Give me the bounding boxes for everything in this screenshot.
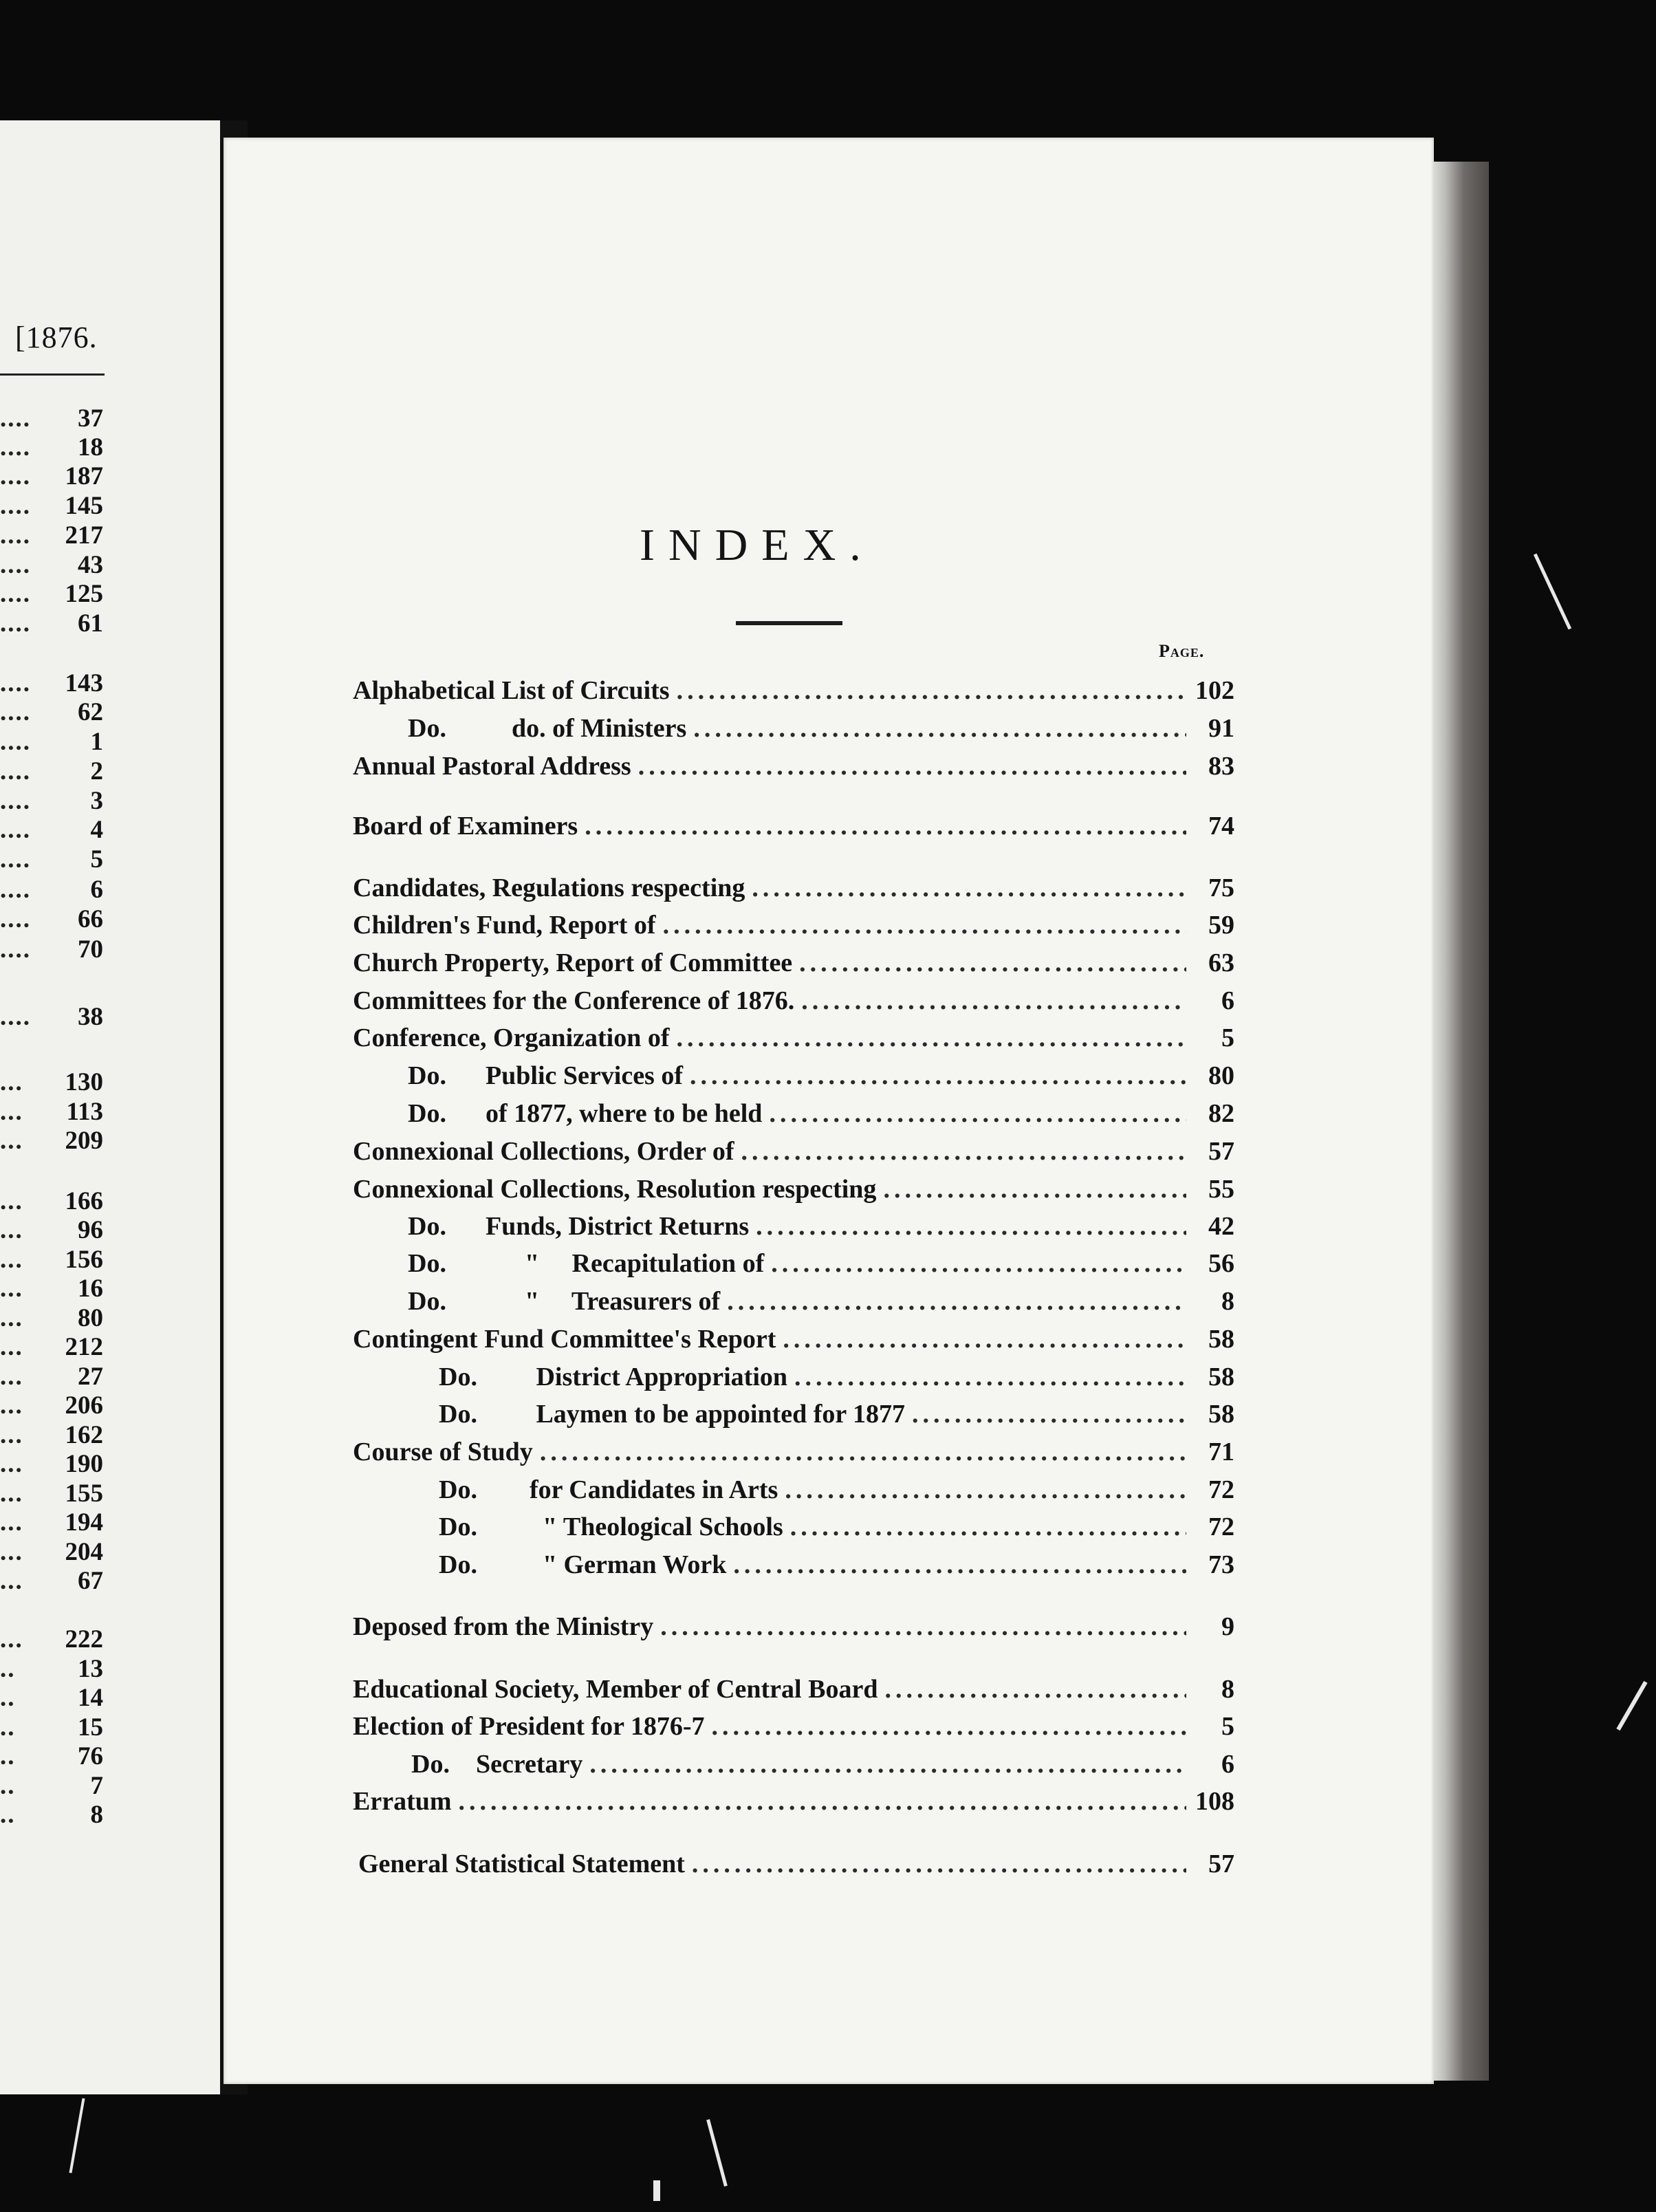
dot-leader: .... <box>0 816 31 844</box>
page-number: 212 <box>65 1333 103 1361</box>
index-entry <box>353 912 1234 938</box>
page-number: 3 <box>90 787 103 815</box>
title-rule <box>736 621 842 625</box>
left-page-entry <box>0 817 103 843</box>
index-entry-text: Board of Examiners <box>353 812 578 841</box>
page-number: 18 <box>78 433 103 462</box>
index-page-number: 71 <box>1208 1438 1234 1466</box>
left-page-entry <box>0 700 103 725</box>
dot-leader <box>752 875 1186 901</box>
left-page-entry <box>0 1715 103 1740</box>
page-number: 145 <box>65 492 103 520</box>
index-page-number: 58 <box>1208 1325 1234 1354</box>
index-page-number: 5 <box>1221 1712 1234 1741</box>
index-entry <box>353 1401 1234 1427</box>
index-page-number: 56 <box>1208 1249 1234 1278</box>
dot-leader <box>712 1713 1186 1739</box>
dot-leader: .... <box>0 462 31 490</box>
dot-leader <box>785 1477 1186 1503</box>
page-number: 2 <box>90 757 103 785</box>
page-number: 204 <box>65 1538 103 1566</box>
page-number: 156 <box>65 1246 103 1274</box>
dot-leader: .... <box>0 845 31 874</box>
dot-leader <box>459 1788 1186 1814</box>
index-page-number: 83 <box>1208 752 1234 781</box>
index-entry-text: Course of Study <box>353 1438 533 1466</box>
dot-leader <box>638 753 1186 779</box>
page-number: 62 <box>78 698 103 726</box>
index-entry-text: Connexional Collections, Order of <box>353 1137 734 1166</box>
dot-leader: .... <box>0 1003 31 1031</box>
left-page-entry <box>0 611 103 636</box>
left-page-entry <box>0 788 103 814</box>
page-number: 15 <box>78 1713 103 1742</box>
page-number: 130 <box>65 1068 103 1096</box>
index-page-number: 72 <box>1208 1512 1234 1541</box>
dot-leader: .... <box>0 521 31 550</box>
left-page-entry <box>0 1305 103 1331</box>
index-entry-text: Do. " Treasurers of <box>408 1287 721 1316</box>
left-page-entry <box>0 907 103 932</box>
dot-leader: .. <box>0 1684 16 1712</box>
index-page-number: 55 <box>1208 1175 1234 1204</box>
left-page-entry <box>0 759 103 784</box>
index-entry <box>353 875 1234 901</box>
page-number: 66 <box>78 905 103 933</box>
index-entry <box>353 1851 1234 1877</box>
left-page-entry <box>0 406 103 431</box>
dot-leader: .... <box>0 787 31 815</box>
index-page-number: 72 <box>1208 1475 1234 1504</box>
index-page-number: 9 <box>1221 1612 1234 1641</box>
page-number: 43 <box>78 551 103 579</box>
left-page-entry <box>0 1568 103 1594</box>
left-page-entry <box>0 1510 103 1535</box>
left-page-entry <box>0 1744 103 1769</box>
index-entry <box>353 1100 1234 1127</box>
index-page-number: 108 <box>1195 1787 1234 1816</box>
page-number: 209 <box>65 1127 103 1155</box>
scratch-mark <box>1534 554 1571 630</box>
page-number: 37 <box>78 404 103 433</box>
index-page-number: 58 <box>1208 1400 1234 1429</box>
left-page-entry <box>0 1247 103 1272</box>
page-number: 96 <box>78 1216 103 1244</box>
index-page-number: 57 <box>1208 1850 1234 1878</box>
dot-leader <box>585 813 1186 839</box>
dot-leader <box>693 715 1186 741</box>
index-page-number: 6 <box>1221 1750 1234 1779</box>
index-entry <box>353 1176 1234 1202</box>
dot-leader: ... <box>0 1508 23 1537</box>
left-page-entry <box>0 1276 103 1301</box>
dot-leader: ... <box>0 1538 23 1566</box>
left-page-entry <box>0 1685 103 1711</box>
page-number: 4 <box>90 816 103 844</box>
dot-leader <box>690 1063 1186 1089</box>
dot-leader <box>660 1614 1186 1640</box>
index-entry-text: Do. Laymen to be appointed for 1877 <box>439 1400 906 1429</box>
index-entry-text: Do. " Recapitulation of <box>408 1249 765 1278</box>
dot-leader: ... <box>0 1068 23 1096</box>
dot-leader: .... <box>0 935 31 964</box>
index-entry-text: Do. of 1877, where to be held <box>408 1099 763 1128</box>
left-page-entry <box>0 1422 103 1448</box>
index-entry-text: Contingent Fund Committee's Report <box>353 1325 776 1354</box>
left-page-entry <box>0 1451 103 1477</box>
page-number: 6 <box>90 876 103 904</box>
left-page-entry <box>0 1128 103 1153</box>
left-page-entry <box>0 1627 103 1652</box>
dot-leader: ... <box>0 1421 23 1449</box>
index-entry <box>353 1250 1234 1277</box>
page-number: 187 <box>65 462 103 490</box>
page-number: 166 <box>65 1187 103 1215</box>
dot-leader <box>741 1138 1186 1164</box>
dot-leader: ... <box>0 1098 23 1126</box>
left-page-entry <box>0 671 103 696</box>
page-number: 8 <box>90 1801 103 1829</box>
dot-leader: ... <box>0 1391 23 1420</box>
index-entry <box>353 1552 1234 1578</box>
scratch-mark <box>706 2119 728 2187</box>
index-entry-text: Do. for Candidates in Arts <box>439 1475 778 1504</box>
left-page-entry <box>0 493 103 519</box>
index-entry-text: Alphabetical List of Circuits <box>353 676 670 705</box>
index-entry <box>353 1676 1234 1702</box>
left-page-entry <box>0 1393 103 1418</box>
index-title: INDEX. <box>640 520 875 570</box>
dot-leader: ... <box>0 1304 23 1332</box>
dot-leader: ... <box>0 1479 23 1508</box>
dot-leader <box>771 1250 1186 1277</box>
dot-leader: .... <box>0 609 31 638</box>
index-entry <box>353 1514 1234 1540</box>
index-entry-text: Do. " German Work <box>439 1550 727 1579</box>
left-page-header: [1876. <box>15 321 98 354</box>
index-entry <box>353 1713 1234 1739</box>
index-entry <box>353 1025 1234 1051</box>
left-page-entry <box>0 581 103 607</box>
index-page-number: 91 <box>1208 714 1234 743</box>
page-number: 13 <box>78 1655 103 1683</box>
page-number: 162 <box>65 1421 103 1449</box>
index-entry-text: Committees for the Conference of 1876. <box>353 986 795 1015</box>
dot-leader <box>769 1100 1186 1127</box>
dot-leader: .... <box>0 404 31 433</box>
index-entry <box>353 950 1234 976</box>
left-header-rule <box>0 373 105 376</box>
page-number: 16 <box>78 1275 103 1303</box>
index-entry <box>353 715 1234 741</box>
index-page-number: 58 <box>1208 1363 1234 1391</box>
left-page-entry <box>0 847 103 872</box>
index-page-number: 59 <box>1208 911 1234 940</box>
page-number: 7 <box>90 1772 103 1800</box>
index-page-number: 57 <box>1208 1137 1234 1166</box>
index-page-number: 6 <box>1221 986 1234 1015</box>
index-entry <box>353 1477 1234 1503</box>
left-page-entry <box>0 1364 103 1389</box>
index-page-number: 8 <box>1221 1675 1234 1704</box>
page-number: 125 <box>65 580 103 608</box>
scratch-mark <box>69 2098 85 2173</box>
left-page-entry <box>0 1217 103 1243</box>
index-entry <box>353 1439 1234 1465</box>
left-page-entry <box>0 523 103 548</box>
dot-leader <box>883 1176 1186 1202</box>
index-entry-text: General Statistical Statement <box>358 1850 685 1878</box>
index-page-number: 75 <box>1208 874 1234 902</box>
index-entry-text: Connexional Collections, Resolution respecting <box>353 1175 877 1204</box>
page-number: 70 <box>78 935 103 964</box>
dot-leader <box>677 677 1186 704</box>
page-column-header: Page. <box>1159 641 1205 661</box>
index-entry-text: Conference, Organization of <box>353 1023 670 1052</box>
left-page-entry <box>0 1481 103 1506</box>
index-entry-text: Erratum <box>353 1787 452 1816</box>
dot-leader <box>783 1326 1186 1352</box>
page-number: 61 <box>78 609 103 638</box>
index-entry <box>353 1138 1234 1164</box>
page-number: 5 <box>90 845 103 874</box>
dot-leader <box>794 1364 1186 1390</box>
index-entry-text: Do. " Theological Schools <box>439 1512 783 1541</box>
dot-leader: ... <box>0 1333 23 1361</box>
page-number: 38 <box>78 1003 103 1031</box>
index-entry <box>353 1288 1234 1314</box>
scratch-mark <box>653 2180 660 2201</box>
page-number: 155 <box>65 1479 103 1508</box>
page-number: 190 <box>65 1450 103 1478</box>
left-page-entry <box>0 1539 103 1565</box>
dot-leader <box>589 1751 1186 1777</box>
dot-leader <box>884 1676 1186 1702</box>
index-entry <box>353 1614 1234 1640</box>
dot-leader <box>790 1514 1186 1540</box>
left-page-entry <box>0 1099 103 1125</box>
index-page-number: 82 <box>1208 1099 1234 1128</box>
left-page-entry <box>0 729 103 755</box>
left-page-entry <box>0 1802 103 1828</box>
dot-leader: ... <box>0 1363 23 1391</box>
left-page-entry <box>0 552 103 578</box>
index-entry-text: Do. District Appropriation <box>439 1363 788 1391</box>
dot-leader: ... <box>0 1275 23 1303</box>
dot-leader: ... <box>0 1246 23 1274</box>
index-page-number: 80 <box>1208 1061 1234 1090</box>
dot-leader: ... <box>0 1567 23 1595</box>
scratch-mark <box>1616 1681 1647 1731</box>
dot-leader: ... <box>0 1625 23 1653</box>
index-entry <box>353 1751 1234 1777</box>
index-page-number: 63 <box>1208 948 1234 977</box>
dot-leader <box>727 1288 1186 1314</box>
left-page-entry <box>0 1070 103 1095</box>
left-page-entry <box>0 1004 103 1030</box>
dot-leader: .. <box>0 1801 16 1829</box>
page-number: 80 <box>78 1304 103 1332</box>
dot-leader: ... <box>0 1450 23 1478</box>
dot-leader <box>799 950 1186 976</box>
left-page-entry <box>0 877 103 902</box>
index-page-number: 74 <box>1208 812 1234 841</box>
dot-leader: .. <box>0 1713 16 1742</box>
dot-leader: .... <box>0 698 31 726</box>
dot-leader: ... <box>0 1216 23 1244</box>
dot-leader: ... <box>0 1127 23 1155</box>
left-page-entry <box>0 435 103 460</box>
page-number: 76 <box>78 1742 103 1770</box>
index-entry-text: Do. Secretary <box>411 1750 583 1779</box>
page-number: 27 <box>78 1363 103 1391</box>
index-entry <box>353 813 1234 839</box>
left-page-entry <box>0 1773 103 1799</box>
page-number: 194 <box>65 1508 103 1537</box>
dot-leader: .... <box>0 757 31 785</box>
dot-leader: .... <box>0 551 31 579</box>
dot-leader <box>912 1401 1186 1427</box>
page-number: 222 <box>65 1625 103 1653</box>
index-page-number: 5 <box>1221 1023 1234 1052</box>
previous-page <box>0 120 222 2094</box>
dot-leader: .. <box>0 1772 16 1800</box>
dot-leader: ... <box>0 1187 23 1215</box>
index-entry <box>353 1364 1234 1390</box>
index-entry <box>353 753 1234 779</box>
index-page-number: 42 <box>1208 1212 1234 1241</box>
page-number: 143 <box>65 669 103 697</box>
dot-leader: .... <box>0 580 31 608</box>
dot-leader <box>756 1213 1186 1239</box>
left-page-entry <box>0 1189 103 1214</box>
dot-leader <box>540 1439 1186 1465</box>
dot-leader <box>733 1552 1186 1578</box>
dot-leader: .. <box>0 1655 16 1683</box>
dot-leader <box>677 1025 1187 1051</box>
index-entry-text: Candidates, Regulations respecting <box>353 874 745 902</box>
page-number: 206 <box>65 1391 103 1420</box>
dot-leader: .... <box>0 669 31 697</box>
dot-leader: .... <box>0 433 31 462</box>
index-page-number: 8 <box>1221 1287 1234 1316</box>
index-entry-text: Do. do. of Ministers <box>408 714 687 743</box>
index-entry-text: Election of President for 1876-7 <box>353 1712 705 1741</box>
index-entry-text: Children's Fund, Report of <box>353 911 656 940</box>
page-number: 217 <box>65 521 103 550</box>
index-entry <box>353 1063 1234 1089</box>
page-number: 14 <box>78 1684 103 1712</box>
left-page-entry <box>0 1656 103 1682</box>
dot-leader <box>801 988 1186 1014</box>
dot-leader: .... <box>0 492 31 520</box>
dot-leader <box>663 912 1186 938</box>
index-entry-text: Deposed from the Ministry <box>353 1612 654 1641</box>
dot-leader: .... <box>0 876 31 904</box>
index-page-number: 102 <box>1195 676 1234 705</box>
page-number: 113 <box>66 1098 103 1126</box>
dot-leader: .... <box>0 905 31 933</box>
index-entry-text: Do. Funds, District Returns <box>408 1212 750 1241</box>
dot-leader <box>692 1851 1186 1877</box>
index-entry-text: Church Property, Report of Committee <box>353 948 793 977</box>
left-page-entry <box>0 937 103 962</box>
page-number: 1 <box>90 728 103 756</box>
index-entry <box>353 1788 1234 1814</box>
left-page-entry <box>0 464 103 489</box>
page-number: 67 <box>78 1567 103 1595</box>
index-entry <box>353 677 1234 704</box>
index-entry-text: Annual Pastoral Address <box>353 752 631 781</box>
left-page-entry <box>0 1334 103 1360</box>
dot-leader: .. <box>0 1742 16 1770</box>
index-page-number: 73 <box>1208 1550 1234 1579</box>
index-entry <box>353 1213 1234 1239</box>
index-entry-text: Educational Society, Member of Central Board <box>353 1675 878 1704</box>
index-entry <box>353 1326 1234 1352</box>
page-block-edge <box>1434 162 1489 2081</box>
index-entry-text: Do. Public Services of <box>408 1061 684 1090</box>
dot-leader: .... <box>0 728 31 756</box>
index-entry <box>353 988 1234 1014</box>
